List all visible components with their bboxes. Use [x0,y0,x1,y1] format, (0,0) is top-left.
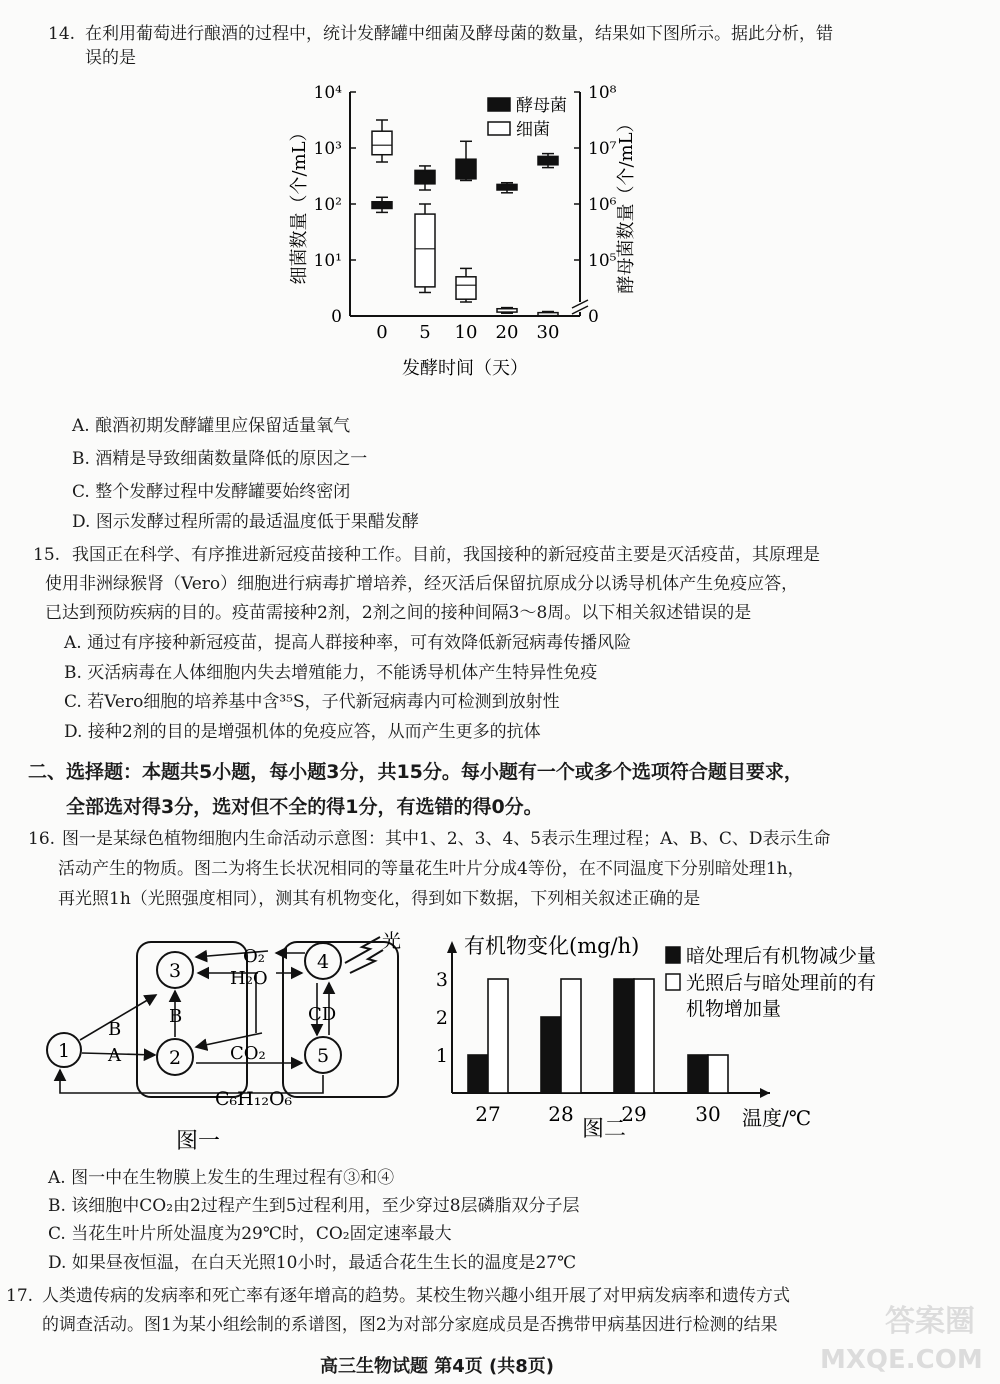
y-tick-label: 3 [435,969,448,991]
right-tick-label: 10⁷ [588,139,617,159]
q16-figure1-diagram [40,925,440,1155]
svg-text:5: 5 [316,1045,330,1067]
q14-number: 14. [48,24,76,44]
x-tick-label: 10 [454,322,478,343]
svg-text:3: 3 [168,960,182,982]
legend-label: 光照后与暗处理前的有 [686,972,877,994]
figure1-caption: 图一 [176,1129,221,1154]
q17-stem-line2: 的调查活动。图1为某小组绘制的系谱图，图2为对部分家庭成员是否携带甲病基因进行检测的结果 [42,1315,778,1335]
x-tick-label: 5 [419,322,431,343]
y-axis-arrow [447,941,457,953]
box-yeast [456,159,476,179]
x-tick-label: 30 [536,322,560,343]
right-tick-label: 0 [588,307,599,327]
node-1 [47,1033,81,1067]
q15-option-d: D. 接种2剂的目的是增强机体的免疫应答，从而产生更多的抗体 [64,722,541,742]
box-bacteria [456,277,476,299]
section2-heading-line2: 全部选对得3分，选对但不全的得1分，有选错的得0分。 [66,796,543,818]
bar-dark-decrease [468,1055,488,1093]
bar-light-increase [708,1055,728,1093]
legend-label: 暗处理后有机物减少量 [686,945,877,967]
bar-light-increase [634,979,654,1093]
y-tick-label: 1 [435,1045,448,1067]
label-co2: CO₂ [230,1043,266,1064]
q16-option-a: A. 图一中在生物膜上发生的生理过程有③和④ [48,1168,395,1188]
x-tick-label: 29 [621,1102,647,1126]
left-tick-label: 10⁴ [313,83,342,103]
box-bacteria [372,131,392,155]
box-yeast [372,202,392,209]
node-3 [157,952,193,988]
legend-swatch-dark [666,947,680,963]
x-tick-label: 0 [376,322,388,343]
bar-light-increase [561,979,581,1093]
left-tick-label: 10³ [313,139,342,159]
q14-option-b: B. 酒精是导致细菌数量降低的原因之一 [72,449,368,469]
q16-stem-line3: 再光照1h（光照强度相同），测其有机物变化，得到如下数据，下列相关叙述正确的是 [58,889,701,909]
label-b: B [108,1019,122,1040]
node-2 [157,1039,193,1075]
q14-option-c: C. 整个发酵过程中发酵罐要始终密闭 [72,482,351,502]
chart-title: 有机物变化(mg/h) [464,934,640,958]
chart1-plot [289,83,637,379]
x-axis-label: 温度/℃ [742,1106,812,1130]
label-cd: CD [308,1004,337,1025]
chart2-plot [436,934,876,1142]
right-tick-label: 10⁸ [588,83,617,103]
q16-option-b: B. 该细胞中CO₂由2过程产生到5过程利用，至少穿过8层磷脂双分子层 [48,1196,580,1216]
q16-figure2-bar-chart [435,925,960,1150]
label-light: 光 [382,930,402,952]
right-tick-label: 10⁵ [588,251,617,271]
q17-stem-line1: 人类遗传病的发病率和死亡率有逐年增高的趋势。某校生物兴趣小组开展了对甲病发病率和遗传方式 [42,1286,790,1306]
legend-label: 酵母菌 [516,96,567,116]
q15-stem-line2: 使用非洲绿猴肾（Vero）细胞进行病毒扩增培养，经灭活后保留抗原成分以诱导机体产生免疫应答， [45,574,799,594]
bar-dark-decrease [614,979,634,1093]
q15-stem-line1: 我国正在科学、有序推进新冠疫苗接种工作。目前，我国接种的新冠疫苗主要是灭活疫苗，其原理是 [72,545,820,565]
box-bacteria [497,309,517,312]
label-a: A [108,1045,121,1066]
q14-stem-line1: 在利用葡萄进行酿酒的过程中，统计发酵罐中细菌及酵母菌的数量，结果如下图所示。据此分析，错 [85,24,833,44]
box-yeast [538,156,558,164]
right-tick-label: 10⁶ [588,195,617,215]
q16-stem-line1: 图一是某绿色植物细胞内生命活动示意图：其中1、2、3、4、5表示生理过程；A、B、C、D表示生命 [62,829,831,849]
q14-option-a: A. 酿酒初期发酵罐里应保留适量氧气 [72,416,351,436]
x-axis-label: 发酵时间（天） [402,358,528,379]
q16-option-d: D. 如果昼夜恒温，在白天光照10小时，最适合花生生长的温度是27℃ [48,1253,577,1273]
y-tick-label: 2 [435,1007,448,1029]
q16-option-c: C. 当花生叶片所处温度为29℃时，CO₂固定速率最大 [48,1224,452,1244]
q16-number: 16. [28,829,56,849]
svg-text:1: 1 [57,1040,71,1062]
node-4 [305,943,341,979]
q14-option-d: D. 图示发酵过程所需的最适温度低于果醋发酵 [72,512,419,532]
x-tick-label: 27 [475,1102,501,1126]
legend-swatch [488,122,510,135]
left-tick-label: 0 [331,307,342,327]
page-footer: 高三生物试题 第4页 (共8页) [320,1356,555,1377]
label-b2: B [169,1006,183,1027]
q15-option-a: A. 通过有序接种新冠疫苗，提高人群接种率，可有效降低新冠病毒传播风险 [64,633,632,653]
bar-light-increase [488,979,508,1093]
q14-stem-line2: 误的是 [85,48,136,68]
svg-text:4: 4 [316,951,330,973]
x-tick-label: 20 [495,322,519,343]
box-yeast [497,184,517,190]
bar-dark-decrease [541,1017,561,1093]
figure2-caption: 图二 [582,1117,627,1142]
legend-swatch [488,98,510,111]
x-tick-label: 30 [695,1102,721,1126]
svg-text:2: 2 [168,1047,182,1069]
q15-number: 15. [33,545,61,565]
left-tick-label: 10¹ [313,251,342,271]
section2-heading-line1: 二、选择题：本题共5小题，每小题3分，共15分。每小题有一个或多个选项符合题目要求， [28,761,803,783]
node-5 [305,1037,341,1073]
box-bacteria [538,313,558,316]
q14-boxplot-chart [280,80,670,380]
x-axis-arrow [760,1088,770,1098]
box-yeast [415,170,435,183]
x-tick-label: 28 [548,1102,574,1126]
left-tick-label: 10² [313,195,342,215]
q17-number: 17. [6,1286,34,1306]
label-h2o: H₂O [230,968,268,989]
q15-option-b: B. 灭活病毒在人体细胞内失去增殖能力，不能诱导机体产生特异性免疫 [64,663,598,683]
watermark-logo: 答案圈 [885,1304,975,1339]
left-axis-label: 细菌数量（个/mL） [289,123,310,285]
box-bacteria [415,214,435,287]
label-glucose: C₆H₁₂O₆ [215,1088,293,1110]
legend-label-cont: 机物增加量 [686,998,782,1020]
q16-stem-line2: 活动产生的物质。图二为将生长状况相同的等量花生叶片分成4等份，在不同温度下分别暗处理1h， [58,859,805,879]
legend-label: 细菌 [516,120,550,140]
q15-stem-line3: 已达到预防疾病的目的。疫苗需接种2剂，2剂之间的接种间隔3～8周。以下相关叙述错误的是 [45,603,752,623]
q15-option-c: C. 若Vero细胞的培养基中含³⁵S，子代新冠病毒内可检测到放射性 [64,692,560,712]
label-o2: O₂ [243,946,265,967]
bar-dark-decrease [688,1055,708,1093]
right-axis-label: 酵母菌数量（个/mL） [616,114,637,294]
legend-swatch-light [666,974,680,990]
watermark-url: MXQE.COM [820,1345,983,1375]
